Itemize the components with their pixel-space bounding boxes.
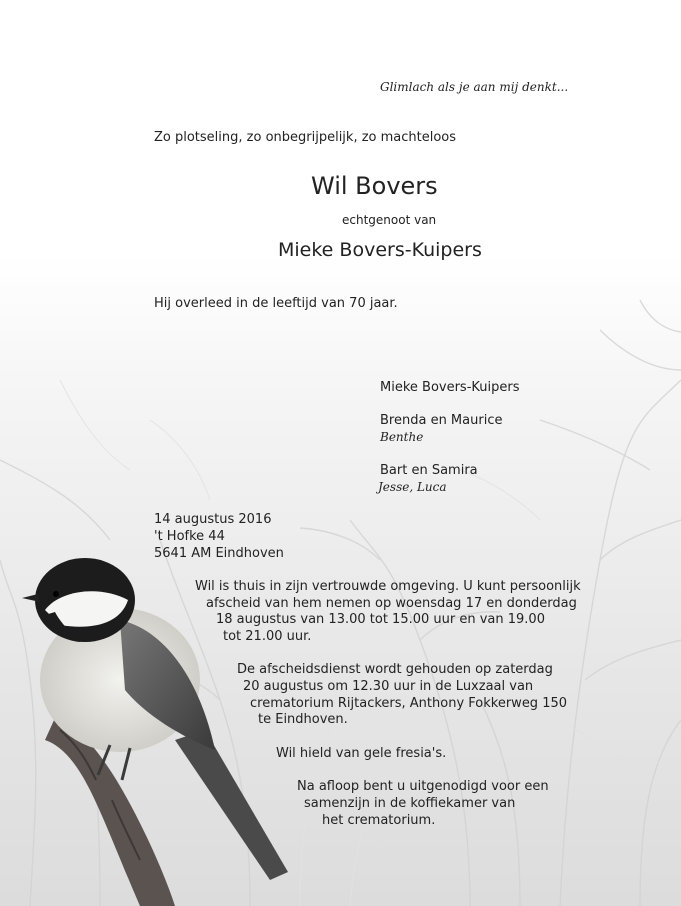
deceased-name: Wil Bovers <box>311 172 438 200</box>
age-line: Hij overleed in de leeftijd van 70 jaar. <box>154 296 398 311</box>
paragraph-line: Wil is thuis in zijn vertrouwde omgeving. U kunt persoonlijk <box>195 579 581 594</box>
paragraph-line: te Eindhoven. <box>258 712 348 727</box>
relation-line: echtgenoot van <box>342 213 437 227</box>
family-grandchildren-2: Jesse, Luca <box>378 480 447 494</box>
address-street: 't Hofke 44 <box>154 529 225 544</box>
address-city: 5641 AM Eindhoven <box>154 546 284 561</box>
motto: Glimlach als je aan mij denkt... <box>380 80 569 94</box>
intro-line: Zo plotseling, zo onbegrijpelijk, zo machteloos <box>154 130 457 145</box>
spouse-name: Mieke Bovers-Kuipers <box>278 239 482 261</box>
paragraph-line: het crematorium. <box>322 813 436 828</box>
paragraph-line: tot 21.00 uur. <box>223 629 312 644</box>
family-spouse: Mieke Bovers-Kuipers <box>380 380 520 395</box>
family-child-1: Brenda en Maurice <box>380 413 503 428</box>
paragraph-line: 20 augustus om 12.30 uur in de Luxzaal van <box>243 679 534 694</box>
family-grandchildren-1: Benthe <box>380 430 424 444</box>
paragraph-line: samenzijn in de koffiekamer van <box>304 796 516 811</box>
paragraph-line: crematorium Rijtackers, Anthony Fokkerweg 150 <box>250 696 568 711</box>
paragraph-line: De afscheidsdienst wordt gehouden op zaterdag <box>237 662 553 677</box>
paragraph-line: Wil hield van gele fresia's. <box>276 746 447 761</box>
family-child-2: Bart en Samira <box>380 463 478 478</box>
paragraph-line: afscheid van hem nemen op woensdag 17 en donderdag <box>206 596 577 611</box>
paragraph-line: 18 augustus van 13.00 tot 15.00 uur en van 19.00 <box>216 612 545 627</box>
paragraph-line: Na afloop bent u uitgenodigd voor een <box>297 779 549 794</box>
address-date: 14 augustus 2016 <box>154 512 272 527</box>
